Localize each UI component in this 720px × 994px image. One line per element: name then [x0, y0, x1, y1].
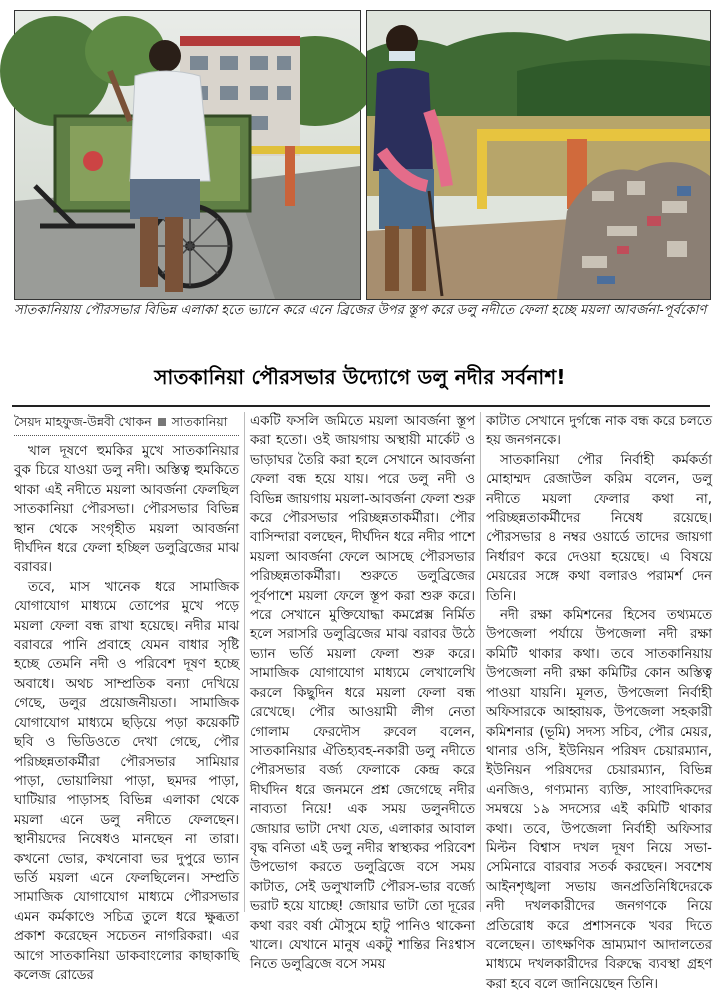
article-paragraph: খাল দূষণে হুমকির মুখে সাতকানিয়ার বুক চিরে যাওয়া ডলু নদী। অস্তিত্ব হুমকিতে থাকা এই নদীতে ময়লা আবর্জনা ফেলছিল সাতকানিয়া পৌরসভা। পৌরসভার বিভিন্ন স্থান থেকে সংগৃহীত ময়লা আবর্জনা দীর্ঘদিন ধরে ফেলা হচ্ছিল ডলুব্রিজের মাঝ বরাবর।: [14, 444, 239, 576]
photo-left: [14, 10, 361, 300]
article-paragraph: একটি ফসলি জমিতে ময়লা আবর্জনা স্তূপ করা হতো। ওই জায়গায় অস্থায়ী মার্কেট ও ভাড়াঘর তৈরি করা হলে সেখানে আবর্জনা ফেলা বন্ধ হয়ে যায়। পরে ডলু নদী ও বিভিন্ন জায়গায় ময়লা-আবর্জনা ফেলা শুরু করে পৌরসভার পরিচ্ছন্নতাকর্মীরা। পৌর বাসিন্দারা বলছেন, দীর্ঘদিন ধরে নদীর পাশে ময়লা আবর্জনা ফেলে আসছে পৌরসভার পরিচ্ছন্নতাকর্মীরা। শুরুতে ডলুব্রিজের পূর্বপাশে ময়লা ফেলে স্তূপ করা শুরু করে। পরে সেখানে মুক্তিযোদ্ধা কমপ্লেক্স নির্মিত হলে সরাসরি ডলুব্রিজের মাঝ বরাবর উঠে ভ্যান ভর্তি ময়লা ফেলা শুরু করে। সামাজিক যোগাযোগ মাধ্যমে লেখালেখি করলে কিছুদিন ধরে ময়লা ফেলা বন্ধ রেখেছে। পৌর আওয়ামী লীগ নেতা গোলাম ফেরদৌস রুবেল বলেন, সাতকানিয়ার ঐতিহ্যবহ-নকারী ডলু নদীতে পৌরসভার বর্জ্য ফেলাকে কেন্দ্র করে দীর্ঘদিন ধরে জনমনে প্রশ্ন জেগেছে নদীর নাব্যতা নিয়ে! এক সময় ডলুনদীতে জোয়ার ভাটা দেখা যেত, এলাকার আবাল বৃদ্ধ বনিতা এই ডলু নদীর স্বাস্থ্যকর পরিবেশ উপভোগ করতে ডলুব্রিজে বসে সময় কাটাত, সেই ডলুখালটি পৌরস-ভার বর্জ্যে ভরাট হয়ে যাচ্ছে! জোয়ার ভাটা তো দূরের কথা বরং বর্ষা মৌসুমে হাটু পানিও থাকেনা খালে। যেখানে মানুষ একটু শান্তির নিঃশ্বাস নিতে ডলুব্রিজে বসে সময়: [250, 414, 475, 973]
article-paragraph: তবে, মাস খানেক ধরে সামাজিক যোগাযোগ মাধ্যমে তোপের মুখে পড়ে ময়লা ফেলা বন্ধ রাখা হয়েছে। নদীর মাঝ বরাবরে পানি প্রবাহে যেমন বাধার সৃষ্টি হচ্ছে তেমনি নদী ও পরিবেশ দূষণ হচ্ছে অবাধে। অথচ সাম্প্রতিক বন্যা দেখিয়ে গেছে, ডলুর প্রয়োজনীয়তা। সামাজিক যোগাযোগ মাধ্যমে ছড়িয়ে পড়া কয়েকটি ছবি ও ভিডিওতে দেখা গেছে, পৌর পরিচ্ছন্নতাকর্মীরা পৌরসভার সামিয়ার পাড়া, ভোয়ালিয়া পাড়া, ছমদর পাড়া, ঘাটিয়ার পাড়াসহ বিভিন্ন এলাকা থেকে ময়লা এনে ডলু নদীতে ফেলছেন। স্থানীয়দের নিষেধও মানছেন না তারা। কখনো ভোর, কখনোবা ভর দুপুরে ভ্যান ভর্তি ময়লা এনে ফেলছিলেন। সম্প্রতি সামাজিক যোগাযোগ মাধ্যমে পৌরসভার এমন কর্মকাণ্ডে সচিত্র তুলে ধরে ক্ষুব্ধতা প্রকাশ করেছেন সচেতন নাগরিকরা। এর আগে সাতকানিয়া ডাকবাংলোর কাছাকাছি কলেজ রোডের: [14, 579, 239, 983]
article-column-2: [250, 412, 475, 973]
byline-location: সাতকানিয়া: [171, 414, 228, 429]
article-paragraph: সাতকানিয়া পৌর নির্বাহী কর্মকর্তা মোহাম্মদ রেজাউল করিম বলেন, ডলু নদীতে ময়লা ফেলার কথা না, পরিচ্ছন্নতাকর্মীদের নিষেধ রয়েছে। পৌরসভার ৪ নম্বর ওয়ার্ডে তাদের জায়গা নির্ধারণ করে দেওয়া হয়েছে। এ বিষয়ে মেয়রের সঙ্গে কথা বলারও পরামর্শ দেন তিনি।: [486, 452, 712, 604]
man-at-river-garbage-pile-photo: [367, 11, 710, 299]
headline: সাতকানিয়া পৌরসভার উদ্যোগে ডলু নদীর সর্বনাশ!: [154, 365, 566, 389]
article-paragraph: নদী রক্ষা কমিশনের হিসেব তথ্যমতে উপজেলা পর্যায়ে উপজেলা নদী রক্ষা কমিটি থাকার কথা। তবে সাতকানিয়ায় উপজেলা নদী রক্ষা কমিটির কোন অস্তিত্ব পাওয়া যায়নি। মূলত, উপজেলা নির্বাহী অফিসারকে আহ্বায়ক, উপজেলা সহকারী কমিশনার (ভূমি) সদস্য সচিব, পৌর মেয়র, থানার ওসি, ইউনিয়ন পরিষদ চেয়ারম্যান, ইউনিয়ন পরিষদের চেয়ারম্যান, বিভিন্ন এনজিও, গণ্যমান্য ব্যক্তি, সাংবাদিকদের সমন্বয়ে ১৯ সদস্যের এই কমিটি থাকার কথা। তবে, উপজেলা নির্বাহী অফিসার মিল্টন বিশ্বাস দখল দূষণ নিয়ে সভা-সেমিনারে বারবার সতর্ক করছেন। সবশেষ আইনশৃঙ্খলা সভায় জনপ্রতিনিধিদেরকে নদী দখলকারীদের জনগণকে নিয়ে প্রতিরোধ করে প্রশাসনকে খবর দিতে বলেছেন। তাৎক্ষণিক ভ্রাম্যমাণ আদালতের মাধ্যমে দখলকারীদের বিরুদ্ধে ব্যবস্থা গ্রহণ করা হবে বলে জানিয়েছেন তিনি।: [486, 608, 712, 992]
article-column-3: [486, 412, 712, 992]
man-with-garbage-van-photo: [15, 11, 360, 299]
photo-caption: সাতকানিয়ায় পৌরসভার বিভিন্ন এলাকা হতে ভ্যানে করে এনে ব্রিজের উপর স্তূপ করে ডলু নদীতে ফেলা হচ্ছে ময়লা আবর্জনা-পূর্বকোণ: [14, 303, 707, 318]
byline-author: সৈয়দ মাহফুজ-উন্নবী খোকন: [14, 414, 152, 429]
article-column-1: [14, 412, 239, 983]
column-divider: [480, 412, 481, 912]
headline-rule: [12, 405, 710, 407]
column-divider: [244, 412, 245, 912]
photo-right: [366, 10, 711, 300]
article-paragraph: কাটাত সেখানে দুর্গন্ধে নাক বন্ধ করে চলতে হয় জনগনকে।: [486, 414, 712, 449]
square-bullet-icon: [158, 418, 166, 426]
byline: [14, 412, 239, 436]
